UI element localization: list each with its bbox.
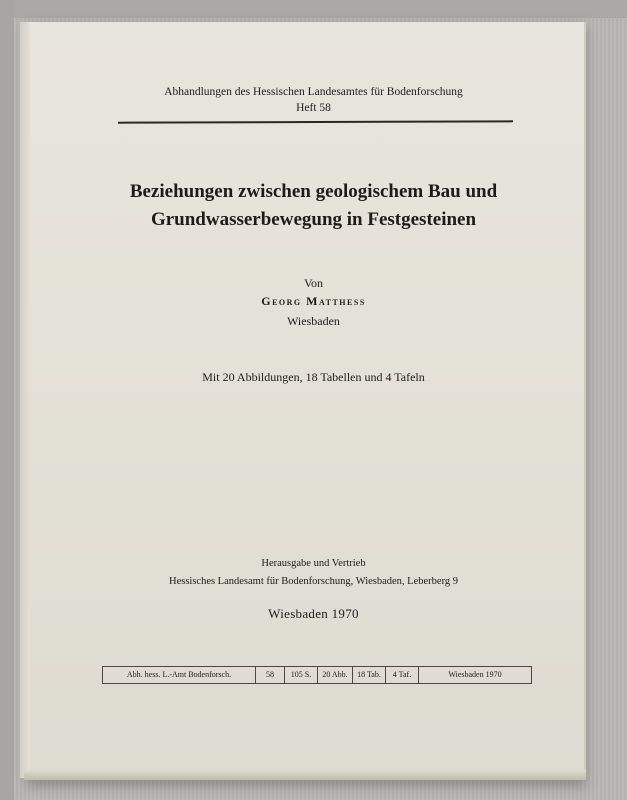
citation-plates: 4 Taf. — [386, 667, 419, 683]
illustrations-note: Mit 20 Abbildungen, 18 Tabellen und 4 Tafeln — [202, 370, 425, 384]
place-year: Wiesbaden 1970 — [268, 606, 359, 621]
book-cover — [20, 22, 586, 778]
citation-tables: 18 Tab. — [353, 667, 386, 683]
book-title — [0, 178, 627, 234]
title-line-2: Grundwasserbewegung in Festgesteinen — [150, 209, 477, 230]
citation-place-year: Wiesbaden 1970 — [448, 670, 502, 679]
citation-strip — [102, 666, 532, 684]
book-spine-edge — [20, 22, 30, 778]
publisher-label: Herausgabe und Vertrieb — [261, 558, 366, 569]
series-title: Abhandlungen des Hessischen Landesamtes für Bodenforschung — [164, 86, 463, 98]
title-line-1: Beziehungen zwischen geologischem Bau und — [129, 181, 498, 202]
author-name: Georg Matthess — [261, 294, 366, 308]
background-surface — [0, 0, 627, 18]
citation-journal: Abh. hess. L.-Amt Bodenforsch. — [103, 667, 256, 683]
citation-pages: 105 S. — [285, 667, 318, 683]
issue-number: Heft 58 — [296, 102, 331, 114]
book-bottom-edge — [24, 770, 586, 780]
publisher-address: Hessisches Landesamt für Bodenforschung, Wiesbaden, Leberberg 9 — [168, 576, 459, 587]
citation-issue: 58 — [256, 667, 285, 683]
background-edge — [0, 0, 14, 800]
by-label: Von — [303, 276, 324, 290]
citation-figures: 20 Abb. — [318, 667, 353, 683]
author-place: Wiesbaden — [287, 314, 340, 328]
